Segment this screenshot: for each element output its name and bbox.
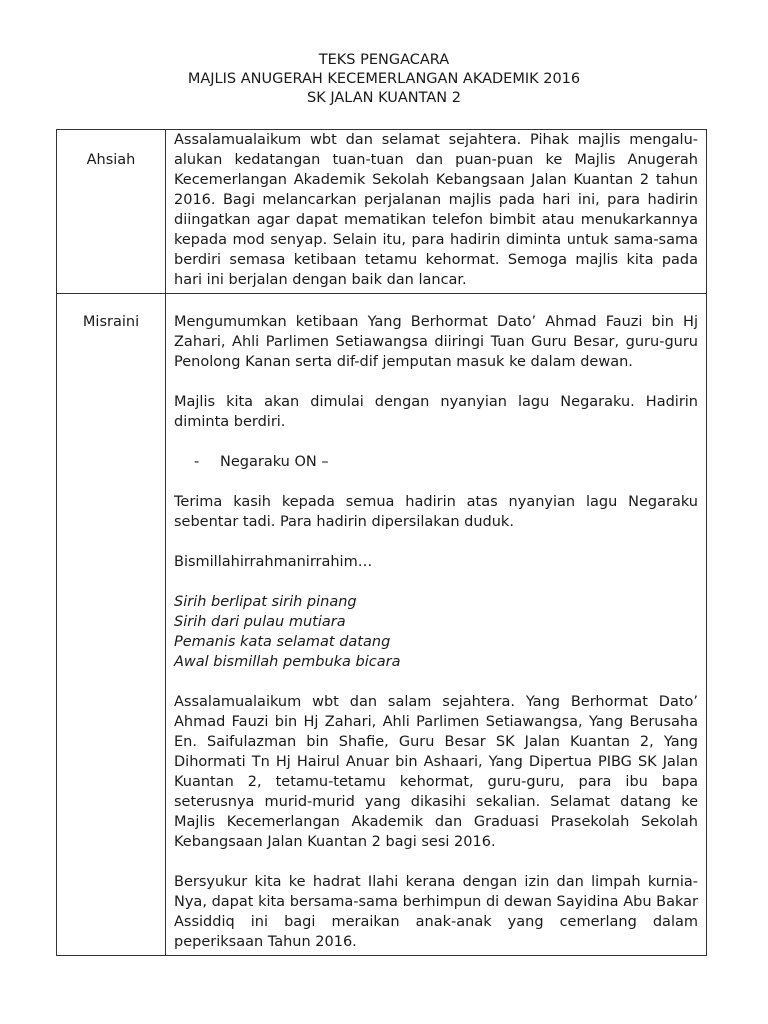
verse-line: Sirih berlipat sirih pinang: [174, 594, 357, 610]
bullet-item: [174, 452, 698, 472]
title-line-3: SK JALAN KUANTAN 2: [307, 90, 461, 106]
verse-line: Awal bismillah pembuka bicara: [174, 654, 401, 670]
script-paragraph: Bersyukur kita ke hadrat Ilahi kerana dengan izin dan limpah kurnia-Nya, dapat kita bersama-sama berhimpun di dewan Sayidina Abu Bakar Assiddiq ini bagi meraikan anak-anak yang cemerlang dalam peperiksaan Tahun 2016.: [174, 874, 698, 950]
script-paragraph: Terima kasih kepada semua hadirin atas nyanyian lagu Negaraku sebentar tadi. Para hadirin dipersilakan duduk.: [174, 494, 698, 530]
script-paragraph: Mengumumkan ketibaan Yang Berhormat Dato’ Ahmad Fauzi bin Hj Zahari, Ahli Parlimen Setiawangsa diiringi Tuan Guru Besar, guru-guru Penolong Kanan serta dif-dif jemputan masuk ke dalam dewan.: [174, 314, 698, 370]
script-paragraph: Assalamualaikum wbt dan selamat sejahtera. Pihak majlis mengalu-alukan kedatangan tuan-tuan dan puan-puan ke Majlis Anugerah Kecemerlangan Akademik Sekolah Kebangsaan Jalan Kuantan 2 tahun 2016. Bagi melancarkan perjalanan majlis pada hari ini, para hadirin diingatkan agar dapat mematikan telefon bimbit atau menukarkannya kepada mod senyap. Selain itu, para hadirin diminta untuk sama-sama berdiri semasa ketibaan tetamu kehormat. Semoga majlis kita pada hari ini berjalan dengan baik dan lancar.: [174, 132, 698, 288]
document-title: [0, 51, 768, 108]
verse-line: Sirih dari pulau mutiara: [174, 614, 346, 630]
bullet-text: Negaraku ON –: [220, 454, 329, 470]
script-paragraph: Assalamualaikum wbt dan salam sejahtera. Yang Berhormat Dato’ Ahmad Fauzi bin Hj Zahari, Ahli Parlimen Setiawangsa, Yang Berusaha En. Saifulazman bin Shafie, Guru Besar SK Jalan Kuantan 2, Yang Dihormati Tn Hj Hairul Anuar bin Ashaari, Yang Dipertua PIBG SK Jalan Kuantan 2, tetamu-tetamu kehormat, guru-guru, para ibu bapa seterusnya murid-murid yang dikasihi sekalian. Selamat datang ke Majlis Kecemerlangan Akademik dan Graduasi Prasekolah Sekolah Kebangsaan Jalan Kuantan 2 bagi sesi 2016.: [174, 694, 698, 850]
title-line-1: TEKS PENGACARA: [318, 52, 450, 68]
table-row: [57, 130, 707, 294]
speaker-name: Misraini: [57, 294, 166, 956]
table-row: [57, 294, 707, 956]
script-paragraph: Majlis kita akan dimulai dengan nyanyian lagu Negaraku. Hadirin diminta berdiri.: [174, 394, 698, 430]
emcee-script-table: [56, 129, 707, 956]
pantun-verse: [174, 592, 698, 672]
speaker-name: Ahsiah: [57, 130, 166, 294]
verse-line: Pemanis kata selamat datang: [174, 634, 391, 650]
script-paragraph: Bismillahirrahmanirrahim…: [174, 554, 373, 570]
speaker-text: [166, 130, 707, 294]
title-line-2: MAJLIS ANUGERAH KECEMERLANGAN AKADEMIK 2016: [187, 71, 581, 87]
speaker-text: [166, 294, 707, 956]
bullet-dash: -: [194, 454, 200, 470]
